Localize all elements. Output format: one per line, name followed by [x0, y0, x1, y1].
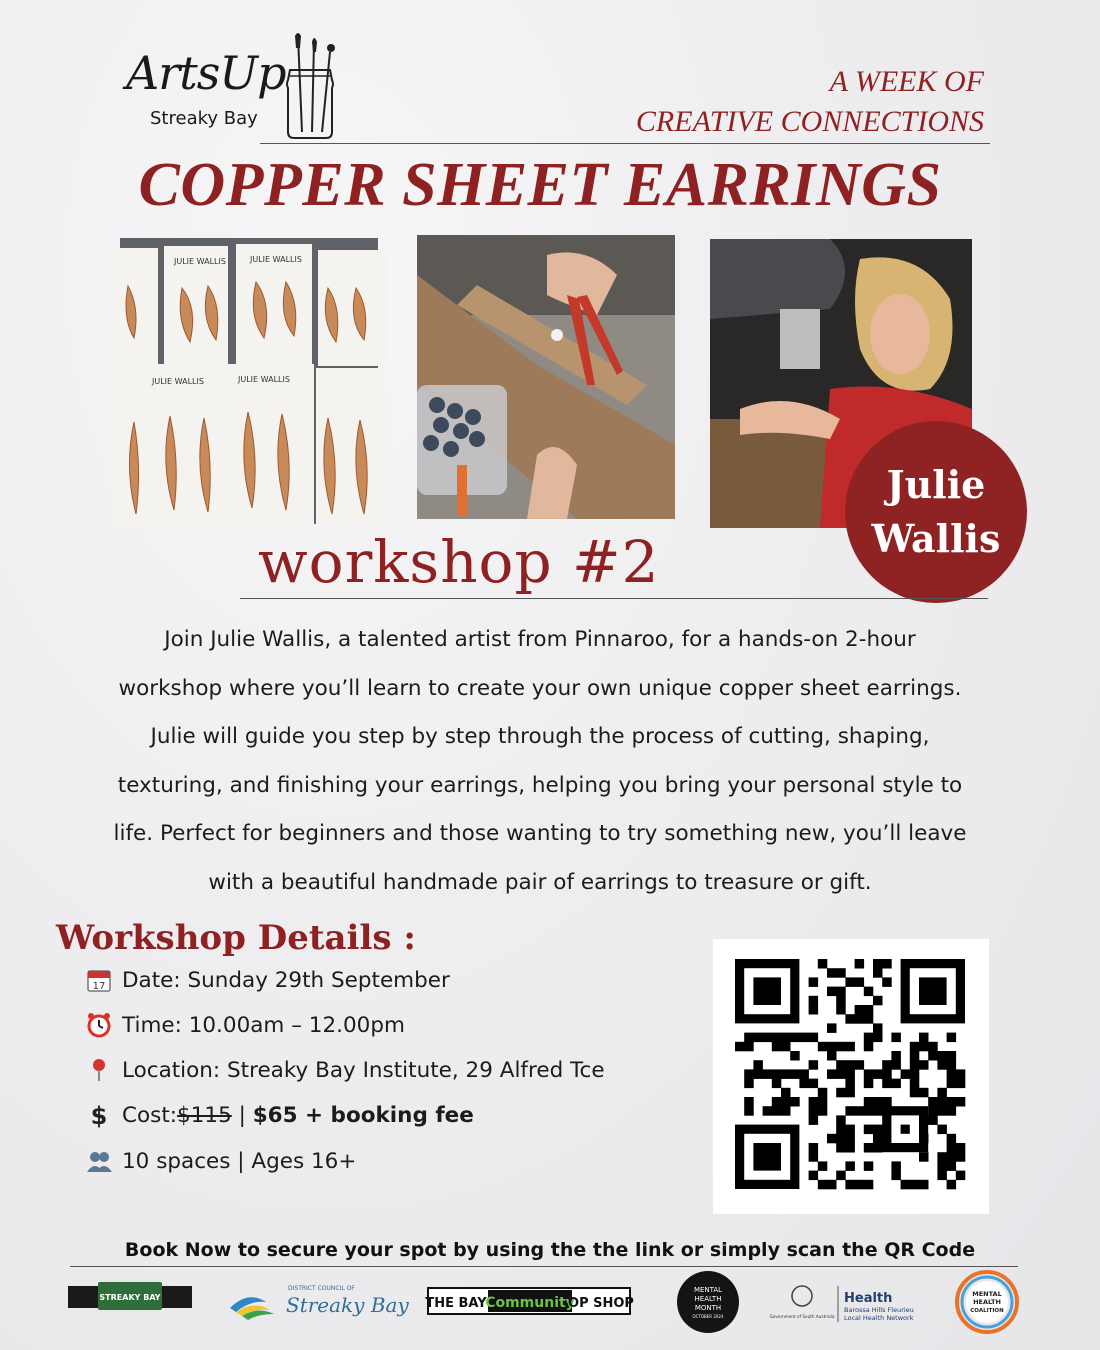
location-text: Location: Streaky Bay Institute, 29 Alfred Tce	[122, 1057, 605, 1083]
sponsor-4-l1: MENTAL	[693, 1286, 723, 1294]
badge-last-name: Wallis	[871, 516, 1001, 561]
sponsor-4-l4: OCTOBER 2024	[692, 1314, 724, 1319]
artist-name-badge	[845, 421, 1027, 603]
calendar-icon	[86, 967, 112, 993]
pin-icon	[86, 1057, 112, 1083]
card-label: JULIE WALLIS	[174, 257, 226, 266]
sponsor-3c: OP SHOP	[568, 1296, 634, 1311]
artsup-logo	[120, 32, 330, 142]
tagline-line-1: A WEEK OF	[829, 65, 984, 98]
header-divider	[260, 143, 990, 144]
dollar-icon	[86, 1102, 112, 1128]
detail-date	[86, 967, 450, 993]
details-heading: Workshop Details :	[56, 918, 416, 958]
detail-cost	[86, 1102, 474, 1128]
footer-divider	[70, 1266, 1018, 1267]
sponsor-3b: Community	[485, 1295, 575, 1311]
sponsor-5-region: Barossa Hills Fleurieu	[844, 1306, 914, 1314]
detail-time	[86, 1012, 405, 1038]
book-now-text: Book Now to secure your spot by using the the link or simply scan the QR Code	[124, 1239, 976, 1261]
workshop-description	[40, 616, 1040, 907]
sponsor-logo-mental-health-coalition	[954, 1269, 1020, 1335]
logo-sub-text: Streaky Bay	[150, 108, 258, 129]
sponsor-logo-district-council	[226, 1272, 409, 1332]
date-text: Date: Sunday 29th September	[122, 967, 450, 993]
booking-qr-code[interactable]	[713, 939, 989, 1214]
cost-separator: |	[231, 1102, 253, 1128]
description-line: texturing, and finishing your earrings, helping you bring your personal style to	[117, 772, 963, 798]
card-label: JULIE WALLIS	[250, 255, 302, 264]
description-line: life. Perfect for beginners and those wanting to try something new, you’ll leave	[113, 821, 967, 846]
description-line: Julie will guide you step by step through the process of cutting, shaping,	[150, 724, 930, 749]
sponsor-logo-community-op-shop	[425, 1272, 634, 1332]
card-label: JULIE WALLIS	[238, 375, 290, 384]
sponsor-2-text: Streaky Bay	[286, 1293, 409, 1317]
people-icon	[86, 1148, 112, 1174]
description-line: Join Julie Wallis, a talented artist from Pinnaroo, for a hands-on 2-hour	[164, 627, 916, 652]
cost-discounted: $65 + booking fee	[252, 1102, 474, 1128]
sponsor-5-network: Local Health Network	[844, 1314, 914, 1322]
cost-original: $115	[177, 1102, 232, 1128]
qr-code-icon	[735, 959, 967, 1194]
sponsor-6-l1: MENTAL	[972, 1290, 1002, 1298]
sponsor-logo-mental-health-month	[673, 1269, 743, 1335]
earrings-photo	[120, 238, 378, 524]
time-text: Time: 10.00am – 12.00pm	[122, 1012, 405, 1038]
sponsor-logo-streaky-bay-sign	[68, 1272, 192, 1332]
jewellery-making-photo	[417, 235, 675, 519]
card-label: JULIE WALLIS	[152, 377, 204, 386]
svg-text:17: 17	[92, 981, 106, 992]
section-divider	[240, 598, 988, 599]
sponsor-6-l2: HEALTH	[973, 1298, 1001, 1306]
sponsor-4-l3: MONTH	[694, 1304, 722, 1312]
sponsor-3a: THE BAY	[425, 1296, 487, 1311]
sponsor-5-health: Health	[844, 1291, 893, 1306]
logo-main-text: ArtsUp	[126, 46, 286, 100]
sponsor-5-govt: Government of South Australia	[769, 1314, 835, 1319]
detail-spaces	[86, 1148, 356, 1174]
tagline	[636, 62, 984, 142]
alarm-clock-icon	[86, 1012, 112, 1038]
sponsor-1-text: STREAKY BAY	[99, 1293, 161, 1302]
badge-first-name: Julie	[886, 462, 986, 507]
sponsor-6-l3: COALITION	[970, 1308, 1004, 1314]
description-line: workshop where you’ll learn to create your own unique copper sheet earrings.	[118, 675, 962, 701]
svg-text:$: $	[90, 1102, 108, 1130]
description-line: with a beautiful handmade pair of earrings to treasure or gift.	[208, 869, 872, 895]
spaces-text: 10 spaces | Ages 16+	[122, 1148, 357, 1174]
cost-label: Cost:	[122, 1102, 178, 1128]
detail-location	[86, 1057, 605, 1083]
sponsor-4-l2: HEALTH	[694, 1295, 722, 1303]
paint-jar-icon	[280, 32, 340, 142]
tagline-line-2: CREATIVE CONNECTIONS	[635, 105, 984, 138]
workshop-number: workshop #2	[258, 528, 660, 596]
sponsor-2-small: DISTRICT COUNCIL OF	[288, 1285, 355, 1292]
sponsor-logo-sa-health	[769, 1272, 930, 1332]
page-title: COPPER SHEET EARRINGS	[138, 151, 942, 219]
